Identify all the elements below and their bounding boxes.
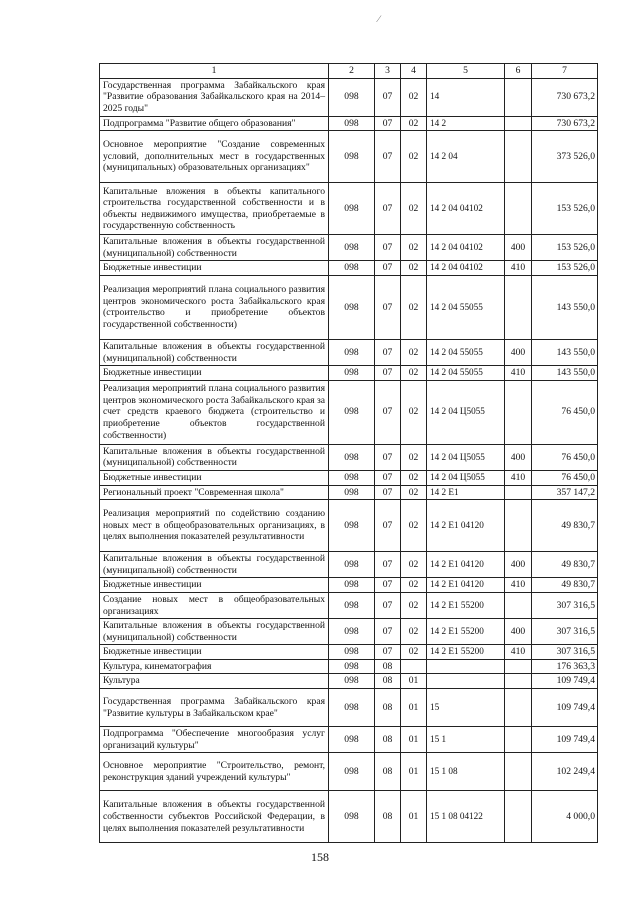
table-cell-vr: 400 — [505, 552, 532, 578]
table-cell-csr: 14 2 E1 04120 — [427, 552, 505, 578]
table-row — [100, 131, 598, 183]
col-header-name: 1 — [100, 64, 329, 79]
table-cell-vr: 410 — [505, 366, 532, 381]
budget-table — [99, 63, 598, 843]
table-row — [100, 578, 598, 593]
table-cell-sum: 143 550,0 — [532, 275, 598, 339]
table-cell-name: Региональный проект "Современная школа" — [100, 485, 329, 500]
table-cell-name: Капитальные вложения в объекты капитального строительства государственной собственности и в объекты недвижимого имущества, приобретаемые в государственную собственность — [100, 183, 329, 235]
table-row — [100, 78, 598, 116]
table-row — [100, 275, 598, 339]
table-cell-sum: 307 316,5 — [532, 592, 598, 618]
table-cell-sum: 49 830,7 — [532, 500, 598, 552]
table-cell-csr: 14 2 E1 04120 — [427, 500, 505, 552]
table-cell-name: Государственная программа Забайкальского края "Развитие образования Забайкальского края на 2014–2025 годы" — [100, 78, 329, 116]
table-cell-vr — [505, 500, 532, 552]
table-cell-csr: 14 2 04 04102 — [427, 261, 505, 276]
table-cell-vr: 410 — [505, 470, 532, 485]
table-cell-rz: 08 — [375, 791, 401, 843]
table-cell-sum: 76 450,0 — [532, 444, 598, 470]
table-cell-sum: 153 526,0 — [532, 235, 598, 261]
table-cell-rz: 07 — [375, 116, 401, 131]
table-cell-rz: 07 — [375, 235, 401, 261]
table-cell-name: Основное мероприятие "Создание современных условий, дополнительных мест в государственных (муниципальных) образовательных организациях" — [100, 131, 329, 183]
table-cell-grbs: 098 — [329, 116, 375, 131]
table-cell-rz: 07 — [375, 578, 401, 593]
table-cell-vr: 410 — [505, 578, 532, 593]
table-cell-csr: 14 2 E1 — [427, 485, 505, 500]
table-row — [100, 485, 598, 500]
table-cell-csr: 14 2 E1 04120 — [427, 578, 505, 593]
table-cell-vr — [505, 753, 532, 791]
table-cell-csr: 14 2 04 Ц5055 — [427, 444, 505, 470]
table-cell-grbs: 098 — [329, 552, 375, 578]
table-cell-csr — [427, 659, 505, 674]
table-row — [100, 380, 598, 444]
table-cell-vr — [505, 116, 532, 131]
table-cell-name: Реализация мероприятий плана социального развития центров экономического роста Забайкальского края за счет средств краевого бюджета (строительство и приобретение объектов государственной собственности) — [100, 380, 329, 444]
table-cell-name: Бюджетные инвестиции — [100, 366, 329, 381]
table-cell-rz: 08 — [375, 727, 401, 753]
table-cell-csr: 14 2 04 Ц5055 — [427, 380, 505, 444]
table-cell-pr: 02 — [401, 261, 427, 276]
table-cell-vr: 400 — [505, 339, 532, 365]
table-cell-vr — [505, 380, 532, 444]
table-cell-sum: 4 000,0 — [532, 791, 598, 843]
col-header-grbs: 2 — [329, 64, 375, 79]
table-cell-rz: 07 — [375, 366, 401, 381]
table-cell-name: Культура — [100, 674, 329, 689]
table-cell-rz: 07 — [375, 131, 401, 183]
table-cell-sum: 109 749,4 — [532, 674, 598, 689]
table-row — [100, 366, 598, 381]
table-cell-pr: 01 — [401, 753, 427, 791]
table-cell-pr: 01 — [401, 791, 427, 843]
table-cell-name: Подпрограмма "Обеспечение многообразия услуг организаций культуры" — [100, 727, 329, 753]
table-cell-rz: 08 — [375, 674, 401, 689]
table-row — [100, 592, 598, 618]
table-row — [100, 619, 598, 645]
header-mark: ∕ — [378, 14, 380, 25]
table-cell-csr: 14 2 04 04102 — [427, 235, 505, 261]
table-row — [100, 339, 598, 365]
table-cell-rz: 07 — [375, 380, 401, 444]
table-cell-sum: 307 316,5 — [532, 619, 598, 645]
table-cell-csr: 14 2 04 Ц5055 — [427, 470, 505, 485]
col-header-pr: 4 — [401, 64, 427, 79]
table-cell-pr: 01 — [401, 689, 427, 727]
table-row — [100, 659, 598, 674]
table-cell-grbs: 098 — [329, 444, 375, 470]
table-cell-sum: 76 450,0 — [532, 470, 598, 485]
table-cell-name: Бюджетные инвестиции — [100, 261, 329, 276]
table-cell-name: Подпрограмма "Развитие общего образования" — [100, 116, 329, 131]
table-cell-csr: 14 2 04 55055 — [427, 275, 505, 339]
table-cell-grbs: 098 — [329, 592, 375, 618]
table-cell-csr: 15 1 — [427, 727, 505, 753]
table-cell-grbs: 098 — [329, 689, 375, 727]
table-cell-grbs: 098 — [329, 131, 375, 183]
table-cell-pr: 02 — [401, 444, 427, 470]
table-cell-vr — [505, 689, 532, 727]
table-cell-sum: 730 673,2 — [532, 116, 598, 131]
table-row — [100, 689, 598, 727]
table-cell-rz: 07 — [375, 444, 401, 470]
table-cell-csr: 15 — [427, 689, 505, 727]
table-cell-sum: 49 830,7 — [532, 578, 598, 593]
table-cell-csr: 14 2 04 — [427, 131, 505, 183]
table-cell-csr: 14 2 E1 55200 — [427, 592, 505, 618]
table-cell-sum: 153 526,0 — [532, 183, 598, 235]
table-cell-grbs: 098 — [329, 261, 375, 276]
table-cell-pr: 02 — [401, 366, 427, 381]
table-cell-pr: 02 — [401, 131, 427, 183]
table-cell-grbs: 098 — [329, 791, 375, 843]
table-cell-pr: 01 — [401, 727, 427, 753]
table-cell-grbs: 098 — [329, 235, 375, 261]
table-cell-name: Основное мероприятие "Строительство, ремонт, реконструкция зданий учреждений культуры" — [100, 753, 329, 791]
table-cell-name: Капитальные вложения в объекты государственной (муниципальной) собственности — [100, 619, 329, 645]
table-cell-sum: 109 749,4 — [532, 727, 598, 753]
table-cell-pr: 02 — [401, 470, 427, 485]
table-cell-pr: 02 — [401, 275, 427, 339]
table-cell-name: Бюджетные инвестиции — [100, 578, 329, 593]
table-cell-csr: 14 2 04 55055 — [427, 339, 505, 365]
table-cell-pr: 02 — [401, 380, 427, 444]
table-cell-rz: 07 — [375, 485, 401, 500]
table-cell-vr: 400 — [505, 444, 532, 470]
table-cell-rz: 08 — [375, 659, 401, 674]
col-header-csr: 5 — [427, 64, 505, 79]
table-cell-name: Бюджетные инвестиции — [100, 470, 329, 485]
table-cell-csr: 14 2 — [427, 116, 505, 131]
table-cell-grbs: 098 — [329, 183, 375, 235]
table-cell-rz: 07 — [375, 500, 401, 552]
table-cell-sum: 76 450,0 — [532, 380, 598, 444]
table-row — [100, 470, 598, 485]
table-cell-grbs: 098 — [329, 578, 375, 593]
table-cell-sum: 143 550,0 — [532, 366, 598, 381]
table-cell-rz: 07 — [375, 275, 401, 339]
table-cell-pr: 02 — [401, 500, 427, 552]
table-cell-name: Создание новых мест в общеобразовательных организациях — [100, 592, 329, 618]
table-cell-name: Реализация мероприятий по содействию созданию новых мест в общеобразовательных организациях, в целях выполнения показателей результативности — [100, 500, 329, 552]
table-cell-sum: 730 673,2 — [532, 78, 598, 116]
table-cell-rz: 07 — [375, 552, 401, 578]
table-cell-rz: 07 — [375, 592, 401, 618]
table-cell-csr: 14 2 04 04102 — [427, 183, 505, 235]
table-cell-rz: 07 — [375, 78, 401, 116]
table-cell-name: Бюджетные инвестиции — [100, 645, 329, 660]
table-cell-pr: 02 — [401, 78, 427, 116]
table-cell-sum: 109 749,4 — [532, 689, 598, 727]
table-cell-sum: 143 550,0 — [532, 339, 598, 365]
table-row — [100, 500, 598, 552]
col-header-vr: 6 — [505, 64, 532, 79]
table-cell-vr — [505, 183, 532, 235]
table-cell-vr: 400 — [505, 619, 532, 645]
table-cell-rz: 07 — [375, 645, 401, 660]
table-cell-grbs: 098 — [329, 339, 375, 365]
table-cell-rz: 07 — [375, 183, 401, 235]
table-cell-vr — [505, 131, 532, 183]
table-cell-rz: 07 — [375, 470, 401, 485]
table-cell-vr — [505, 727, 532, 753]
table-cell-vr — [505, 791, 532, 843]
table-cell-grbs: 098 — [329, 619, 375, 645]
table-row — [100, 552, 598, 578]
table-cell-name: Капитальные вложения в объекты государственной (муниципальной) собственности — [100, 339, 329, 365]
table-row — [100, 753, 598, 791]
table-row — [100, 116, 598, 131]
table-cell-vr — [505, 275, 532, 339]
table-row — [100, 645, 598, 660]
table-row — [100, 235, 598, 261]
table-cell-vr: 410 — [505, 261, 532, 276]
table-cell-sum: 176 363,3 — [532, 659, 598, 674]
table-cell-grbs: 098 — [329, 470, 375, 485]
table-cell-name: Государственная программа Забайкальского края "Развитие культуры в Забайкальском крае" — [100, 689, 329, 727]
table-cell-csr: 14 — [427, 78, 505, 116]
table-row — [100, 444, 598, 470]
table-body — [100, 78, 598, 843]
table-cell-pr: 02 — [401, 552, 427, 578]
table-row — [100, 791, 598, 843]
table-cell-vr — [505, 674, 532, 689]
table-cell-pr: 02 — [401, 116, 427, 131]
table-cell-rz: 07 — [375, 339, 401, 365]
table-cell-grbs: 098 — [329, 500, 375, 552]
table-cell-sum: 153 526,0 — [532, 261, 598, 276]
table-cell-csr: 14 2 E1 55200 — [427, 645, 505, 660]
table-cell-vr — [505, 659, 532, 674]
table-cell-rz: 07 — [375, 619, 401, 645]
table-cell-sum: 49 830,7 — [532, 552, 598, 578]
table-cell-grbs: 098 — [329, 674, 375, 689]
table-cell-csr: 15 1 08 04122 — [427, 791, 505, 843]
table-cell-pr: 02 — [401, 485, 427, 500]
table-cell-name: Капитальные вложения в объекты государственной (муниципальной) собственности — [100, 552, 329, 578]
table-cell-vr: 400 — [505, 235, 532, 261]
table-cell-pr — [401, 659, 427, 674]
table-cell-name: Культура, кинематография — [100, 659, 329, 674]
table-cell-sum: 357 147,2 — [532, 485, 598, 500]
table-cell-sum: 373 526,0 — [532, 131, 598, 183]
table-cell-pr: 02 — [401, 183, 427, 235]
table-cell-vr: 410 — [505, 645, 532, 660]
table-cell-csr: 14 2 04 55055 — [427, 366, 505, 381]
table-cell-name: Реализация мероприятий плана социального развития центров экономического роста Забайкальского края (строительство и приобретение объектов государственной собственности) — [100, 275, 329, 339]
table-cell-grbs: 098 — [329, 485, 375, 500]
table-cell-vr — [505, 78, 532, 116]
table-cell-grbs: 098 — [329, 380, 375, 444]
table-cell-grbs: 098 — [329, 753, 375, 791]
table-cell-grbs: 098 — [329, 727, 375, 753]
table-cell-rz: 08 — [375, 753, 401, 791]
table-row — [100, 261, 598, 276]
table-row — [100, 183, 598, 235]
table-cell-pr: 02 — [401, 578, 427, 593]
table-cell-grbs: 098 — [329, 78, 375, 116]
table-cell-name: Капитальные вложения в объекты государственной собственности субъектов Российской Федерации, в целях выполнения показателей результативности — [100, 791, 329, 843]
table-cell-pr: 02 — [401, 339, 427, 365]
table-cell-csr: 14 2 E1 55200 — [427, 619, 505, 645]
table-cell-pr: 02 — [401, 645, 427, 660]
header-row — [100, 64, 598, 79]
table-cell-rz: 08 — [375, 689, 401, 727]
col-header-sum: 7 — [532, 64, 598, 79]
table-cell-name: Капитальные вложения в объекты государственной (муниципальной) собственности — [100, 444, 329, 470]
table-row — [100, 674, 598, 689]
col-header-rz: 3 — [375, 64, 401, 79]
table-cell-pr: 02 — [401, 592, 427, 618]
table-cell-pr: 01 — [401, 674, 427, 689]
table-cell-grbs: 098 — [329, 366, 375, 381]
table-cell-pr: 02 — [401, 619, 427, 645]
table-row — [100, 727, 598, 753]
page-number: 158 — [311, 850, 329, 864]
table-cell-vr — [505, 485, 532, 500]
table-cell-grbs: 098 — [329, 659, 375, 674]
table-cell-sum: 307 316,5 — [532, 645, 598, 660]
table-cell-csr — [427, 674, 505, 689]
table-cell-sum: 102 249,4 — [532, 753, 598, 791]
table-cell-grbs: 098 — [329, 275, 375, 339]
table-cell-name: Капитальные вложения в объекты государственной (муниципальной) собственности — [100, 235, 329, 261]
table-cell-csr: 15 1 08 — [427, 753, 505, 791]
table-cell-grbs: 098 — [329, 645, 375, 660]
table-cell-vr — [505, 592, 532, 618]
table-cell-pr: 02 — [401, 235, 427, 261]
table-cell-rz: 07 — [375, 261, 401, 276]
